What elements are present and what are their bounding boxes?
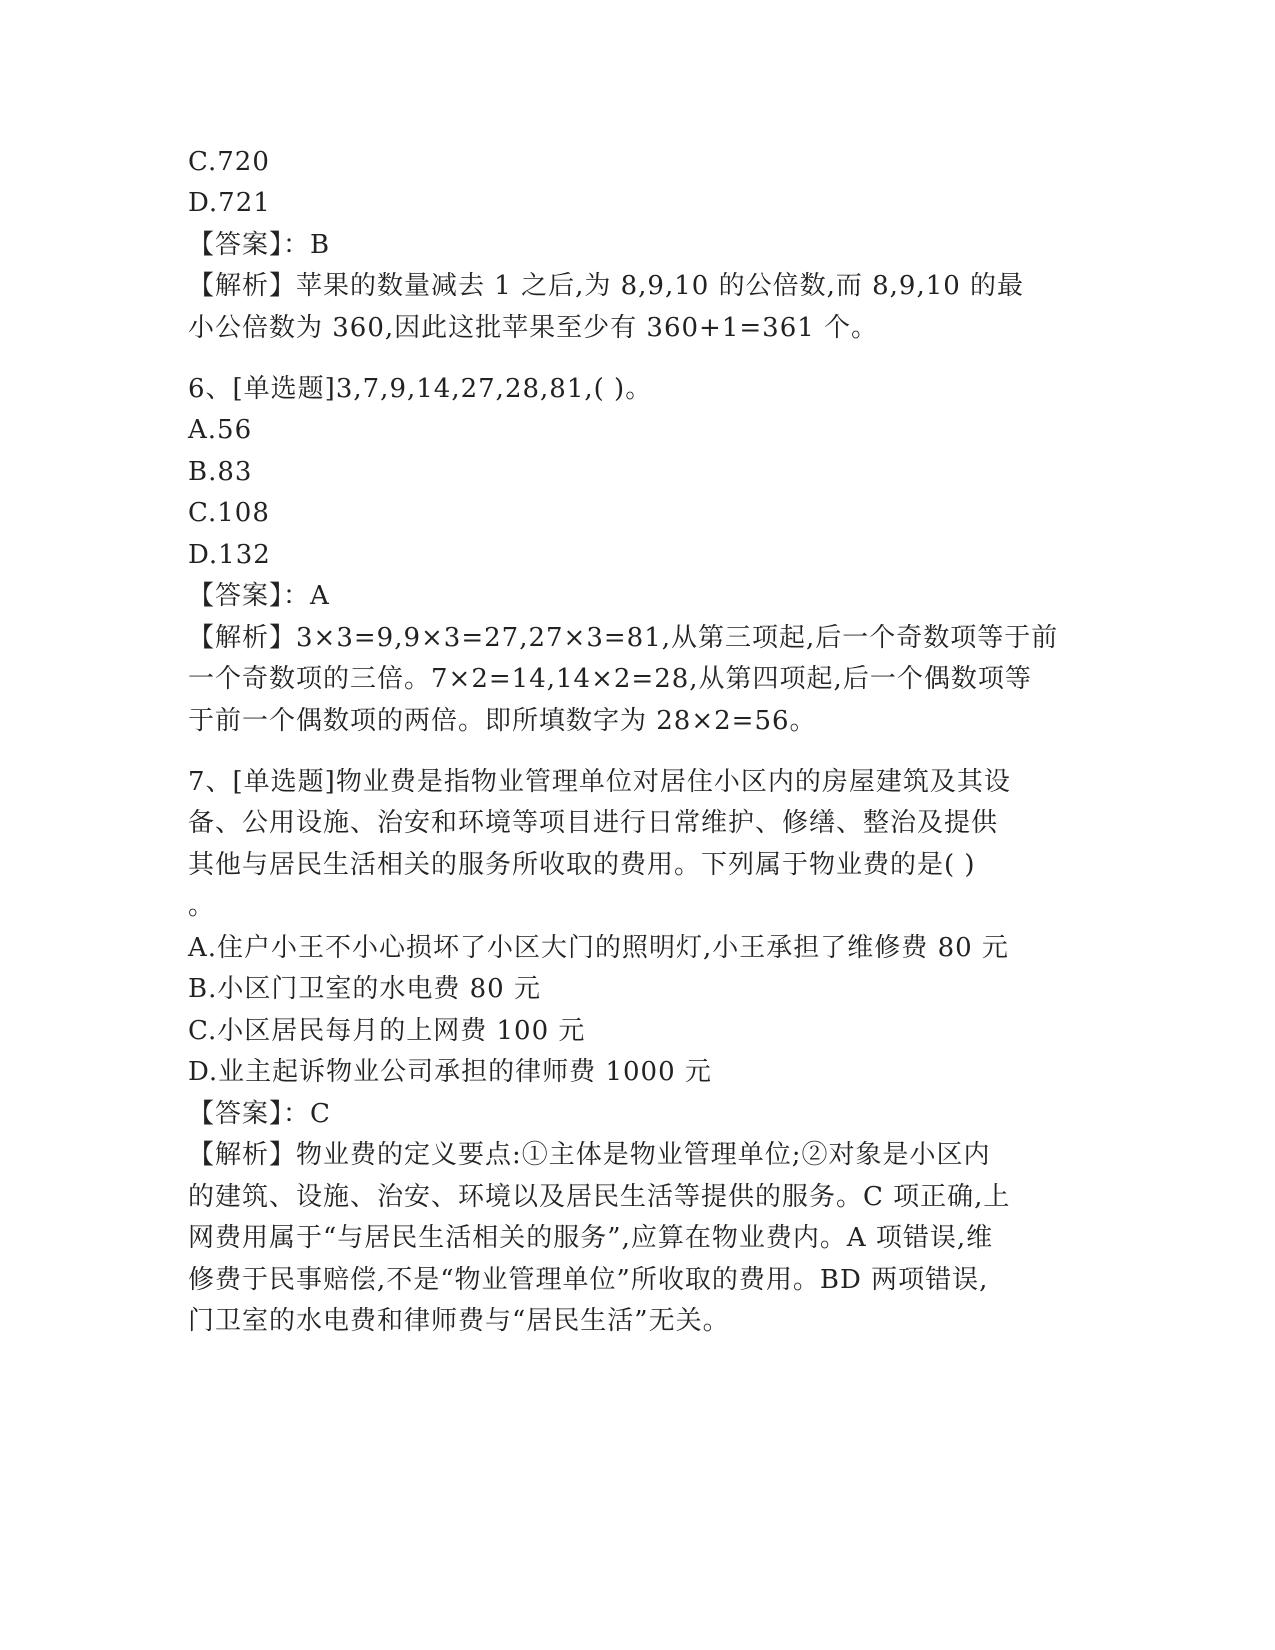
q7-analysis-line-3: 网费用属于“与居民生活相关的服务”,应算在物业费内。A 项错误,维 — [188, 1223, 994, 1253]
q7-analysis-line-1: 【解析】物业费的定义要点:①主体是物业管理单位;②对象是小区内 — [188, 1140, 991, 1170]
q7-stem-line-3: 其他与居民生活相关的服务所收取的费用。下列属于物业费的是( ) — [188, 850, 976, 880]
q7-stem-line-1: 7、[单选题]物业费是指物业管理单位对居住小区内的房屋建筑及其设 — [188, 767, 1011, 797]
q7-option-c: C.小区居民每月的上网费 100 元 — [188, 1016, 586, 1046]
q7-analysis-line-5: 门卫室的水电费和律师费与“居民生活”无关。 — [188, 1306, 730, 1336]
q7-option-d: D.业主起诉物业公司承担的律师费 1000 元 — [188, 1057, 712, 1087]
q7-option-b: B.小区门卫室的水电费 80 元 — [188, 974, 541, 1004]
q6-answer: 【答案】：A — [188, 581, 330, 611]
q7-stem-line-4: 。 — [188, 891, 216, 921]
q6-analysis-line-2: 一个奇数项的三倍。7×2=14,14×2=28,从第四项起,后一个偶数项等 — [188, 664, 1032, 694]
q6-analysis-line-3: 于前一个偶数项的两倍。即所填数字为 28×2=56。 — [188, 706, 817, 736]
q5-option-d: D.721 — [188, 188, 271, 218]
q6-option-d: D.132 — [188, 540, 271, 570]
q7-analysis-line-2: 的建筑、设施、治安、环境以及居民生活等提供的服务。C 项正确,上 — [188, 1182, 1011, 1212]
q7-analysis-line-4: 修费于民事赔偿,不是“物业管理单位”所收取的费用。BD 两项错误, — [188, 1265, 989, 1295]
q5-answer: 【答案】：B — [188, 230, 331, 260]
q6-option-c: C.108 — [188, 498, 270, 528]
q6-stem: 6、[单选题]3,7,9,14,27,28,81,( )。 — [188, 374, 653, 404]
q7-stem-line-2: 备、公用设施、治安和环境等项目进行日常维护、修缮、整治及提供 — [188, 808, 999, 838]
q5-analysis-line-1: 【解析】苹果的数量减去 1 之后,为 8,9,10 的公倍数,而 8,9,10 的最 — [188, 271, 1025, 301]
q6-analysis-line-1: 【解析】3×3=9,9×3=27,27×3=81,从第三项起,后一个奇数项等于前 — [188, 623, 1059, 653]
q7-answer: 【答案】：C — [188, 1099, 331, 1129]
q6-option-a: A.56 — [188, 415, 253, 445]
q7-option-a: A.住户小王不小心损坏了小区大门的照明灯,小王承担了维修费 80 元 — [188, 933, 1009, 963]
q5-analysis-line-2: 小公倍数为 360,因此这批苹果至少有 360+1=361 个。 — [188, 313, 879, 343]
q5-option-c: C.720 — [188, 147, 270, 177]
q6-option-b: B.83 — [188, 457, 253, 487]
